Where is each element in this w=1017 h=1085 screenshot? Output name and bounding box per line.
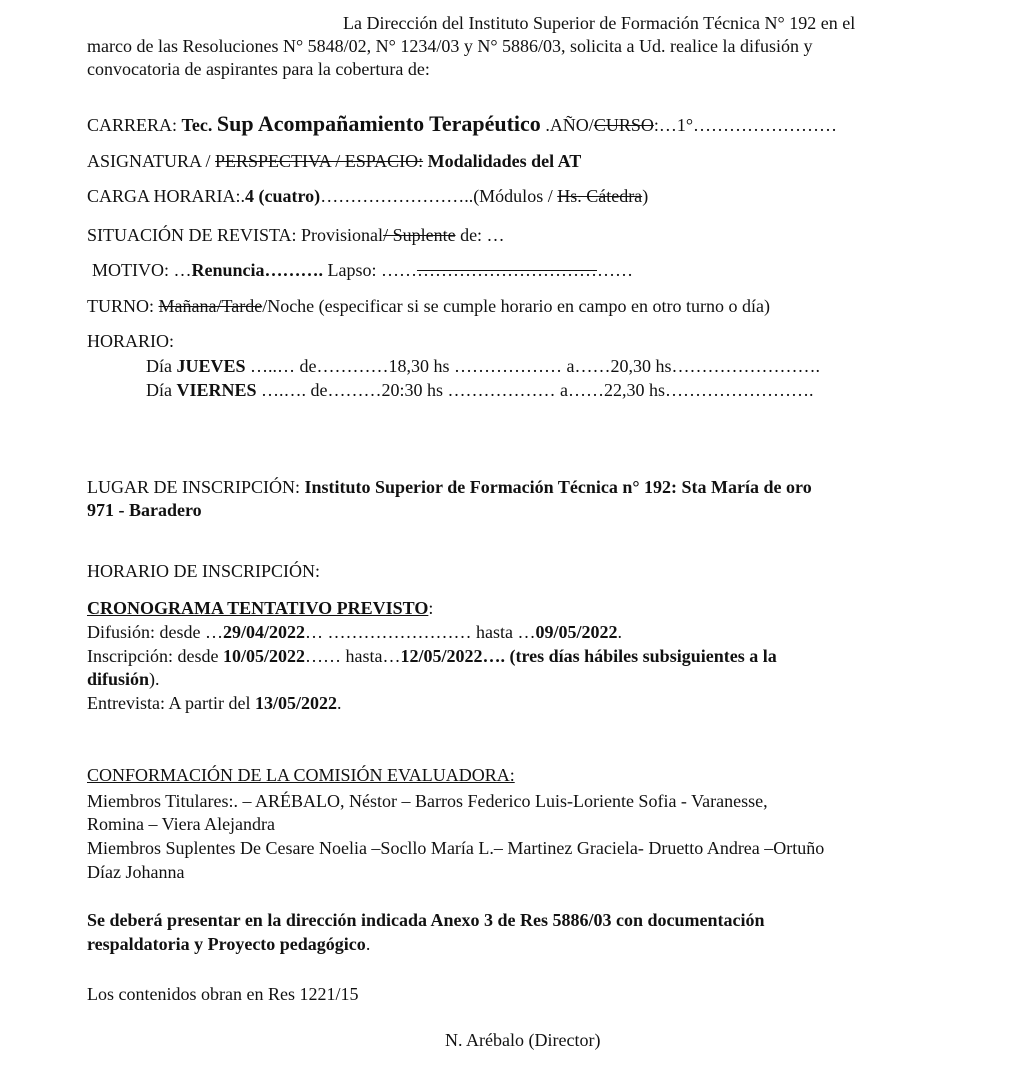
horario-row-viernes xyxy=(146,379,814,401)
difusion-desde: 29/04/2022 xyxy=(222,622,305,642)
horario-label: HORARIO: xyxy=(87,331,175,351)
lugar-value-1: Instituto Superior de Formación Técnica n° 192: Sta María de oro xyxy=(304,477,812,497)
difusion-mid: … …………………… hasta … xyxy=(305,622,536,642)
carrera-label: CARRERA: xyxy=(87,115,182,135)
turno-line xyxy=(87,295,770,317)
turno-rest: /Noche (especificar si se cumple horario en campo en otro turno o día) xyxy=(262,296,770,316)
inscripcion-note: …. (tres días hábiles subsiguientes a la xyxy=(482,646,777,666)
motivo-struck: ………………………… xyxy=(417,260,598,280)
cronograma-colon: : xyxy=(428,598,434,618)
horario-dia: Día xyxy=(146,356,177,376)
situacion-struck: / Suplente xyxy=(383,225,456,245)
intro-line-1: La Dirección del Instituto Superior de Formación Técnica N° 192 en el xyxy=(343,13,856,33)
carrera-prefix: Tec. xyxy=(181,115,217,135)
presentar-line-1: Se deberá presentar en la dirección indicada Anexo 3 de Res 5886/03 con documentación xyxy=(87,910,765,930)
motivo-pre: MOTIVO: … xyxy=(92,260,192,280)
horario-inscripcion-label: HORARIO DE INSCRIPCIÓN: xyxy=(87,561,321,581)
situacion-line xyxy=(87,224,505,246)
situacion-label: SITUACIÓN DE REVISTA: Provisional xyxy=(87,225,384,245)
intro-line-3: convocatoria de aspirantes para la cobertura de: xyxy=(87,59,430,79)
entrevista-date: 13/05/2022 xyxy=(254,693,337,713)
carga-dots: ……………………..(Módulos / xyxy=(320,186,558,206)
carga-close: ) xyxy=(642,186,649,206)
turno-struck: Mañana/Tarde xyxy=(158,296,263,316)
difusion-end: . xyxy=(617,622,622,642)
lugar-label: LUGAR DE INSCRIPCIÓN: xyxy=(87,477,305,497)
comision-titulares-1: Miembros Titulares:. – ARÉBALO, Néstor – Barros Federico Luis-Loriente Sofia - Varanesse, xyxy=(87,791,768,811)
lugar-line-1 xyxy=(87,476,812,498)
presentar-end: . xyxy=(365,934,371,954)
lugar-line-2: 971 - Baradero xyxy=(87,500,202,520)
inscripcion-end: ). xyxy=(149,669,160,689)
carrera-line xyxy=(87,111,837,138)
inscripcion-note-2: difusión xyxy=(87,669,150,689)
asignatura-line xyxy=(87,150,581,172)
cronograma-inscripcion xyxy=(87,645,777,667)
presentar-line-2-wrap xyxy=(87,933,370,955)
asignatura-value: Modalidades del AT xyxy=(423,151,582,171)
asignatura-struck: PERSPECTIVA / ESPACIO: xyxy=(215,151,424,171)
inscripcion-desde: 10/05/2022 xyxy=(222,646,305,666)
comision-suplentes-2: Díaz Johanna xyxy=(87,862,185,882)
inscripcion-hasta: 12/05/2022 xyxy=(400,646,483,666)
horario-day-jueves: JUEVES xyxy=(176,356,246,376)
carrera-anio-value: :…1°…………………… xyxy=(653,115,838,135)
contenidos: Los contenidos obran en Res 1221/15 xyxy=(87,984,359,1004)
horario-text-viernes: ….…. de………20:30 hs ……………… a……22,30 hs……………………. xyxy=(256,380,814,400)
cronograma-inscripcion-cont xyxy=(87,668,160,690)
cronograma-entrevista xyxy=(87,692,341,714)
entrevista-pre: Entrevista: A partir del xyxy=(87,693,255,713)
turno-label: TURNO: xyxy=(87,296,159,316)
comision-suplentes-1: Miembros Suplentes De Cesare Noelia –Socllo María L.– Martinez Graciela- Druetto Andrea –Ortuño xyxy=(87,838,825,858)
horario-text-jueves: …..… de…………18,30 hs ……………… a……20,30 hs……………………. xyxy=(245,356,821,376)
difusion-pre: Difusión: desde … xyxy=(87,622,223,642)
horario-dia: Día xyxy=(146,380,177,400)
carrera-curso-struck: CURSO xyxy=(593,115,654,135)
asignatura-label: ASIGNATURA / xyxy=(87,151,216,171)
comision-title: CONFORMACIÓN DE LA COMISIÓN EVALUADORA: xyxy=(87,765,515,785)
cronograma-title-line xyxy=(87,597,433,619)
firma: N. Arébalo (Director) xyxy=(445,1030,601,1050)
motivo-line xyxy=(92,259,633,281)
comision-titulares-2: Romina – Viera Alejandra xyxy=(87,814,276,834)
motivo-lapso: Lapso: …… xyxy=(323,260,418,280)
carga-horaria-line xyxy=(87,185,648,207)
inscripcion-pre: Inscripción: desde xyxy=(87,646,223,666)
cronograma-title: CRONOGRAMA TENTATIVO PREVISTO xyxy=(87,598,429,618)
difusion-hasta: 09/05/2022 xyxy=(535,622,618,642)
carrera-name: Sup Acompañamiento Terapéutico xyxy=(216,111,541,136)
inscripcion-mid: …… hasta… xyxy=(304,646,401,666)
cronograma-difusion xyxy=(87,621,622,643)
motivo-end: …… xyxy=(597,260,634,280)
carga-label: CARGA HORARIA:. xyxy=(87,186,246,206)
carga-value: 4 (cuatro) xyxy=(245,186,321,206)
carrera-anio-label: .AÑO/ xyxy=(540,115,594,135)
horario-row-jueves xyxy=(146,355,820,377)
presentar-line-2: respaldatoria y Proyecto pedagógico xyxy=(87,934,366,954)
intro-line-2: marco de las Resoluciones N° 5848/02, N° 1234/03 y N° 5886/03, solicita a Ud. realice la difusión y xyxy=(87,36,813,56)
motivo-value: Renuncia………. xyxy=(191,260,324,280)
entrevista-end: . xyxy=(336,693,342,713)
situacion-rest: de: … xyxy=(455,225,505,245)
horario-day-viernes: VIERNES xyxy=(176,380,257,400)
carga-struck: Hs. Cátedra xyxy=(557,186,643,206)
